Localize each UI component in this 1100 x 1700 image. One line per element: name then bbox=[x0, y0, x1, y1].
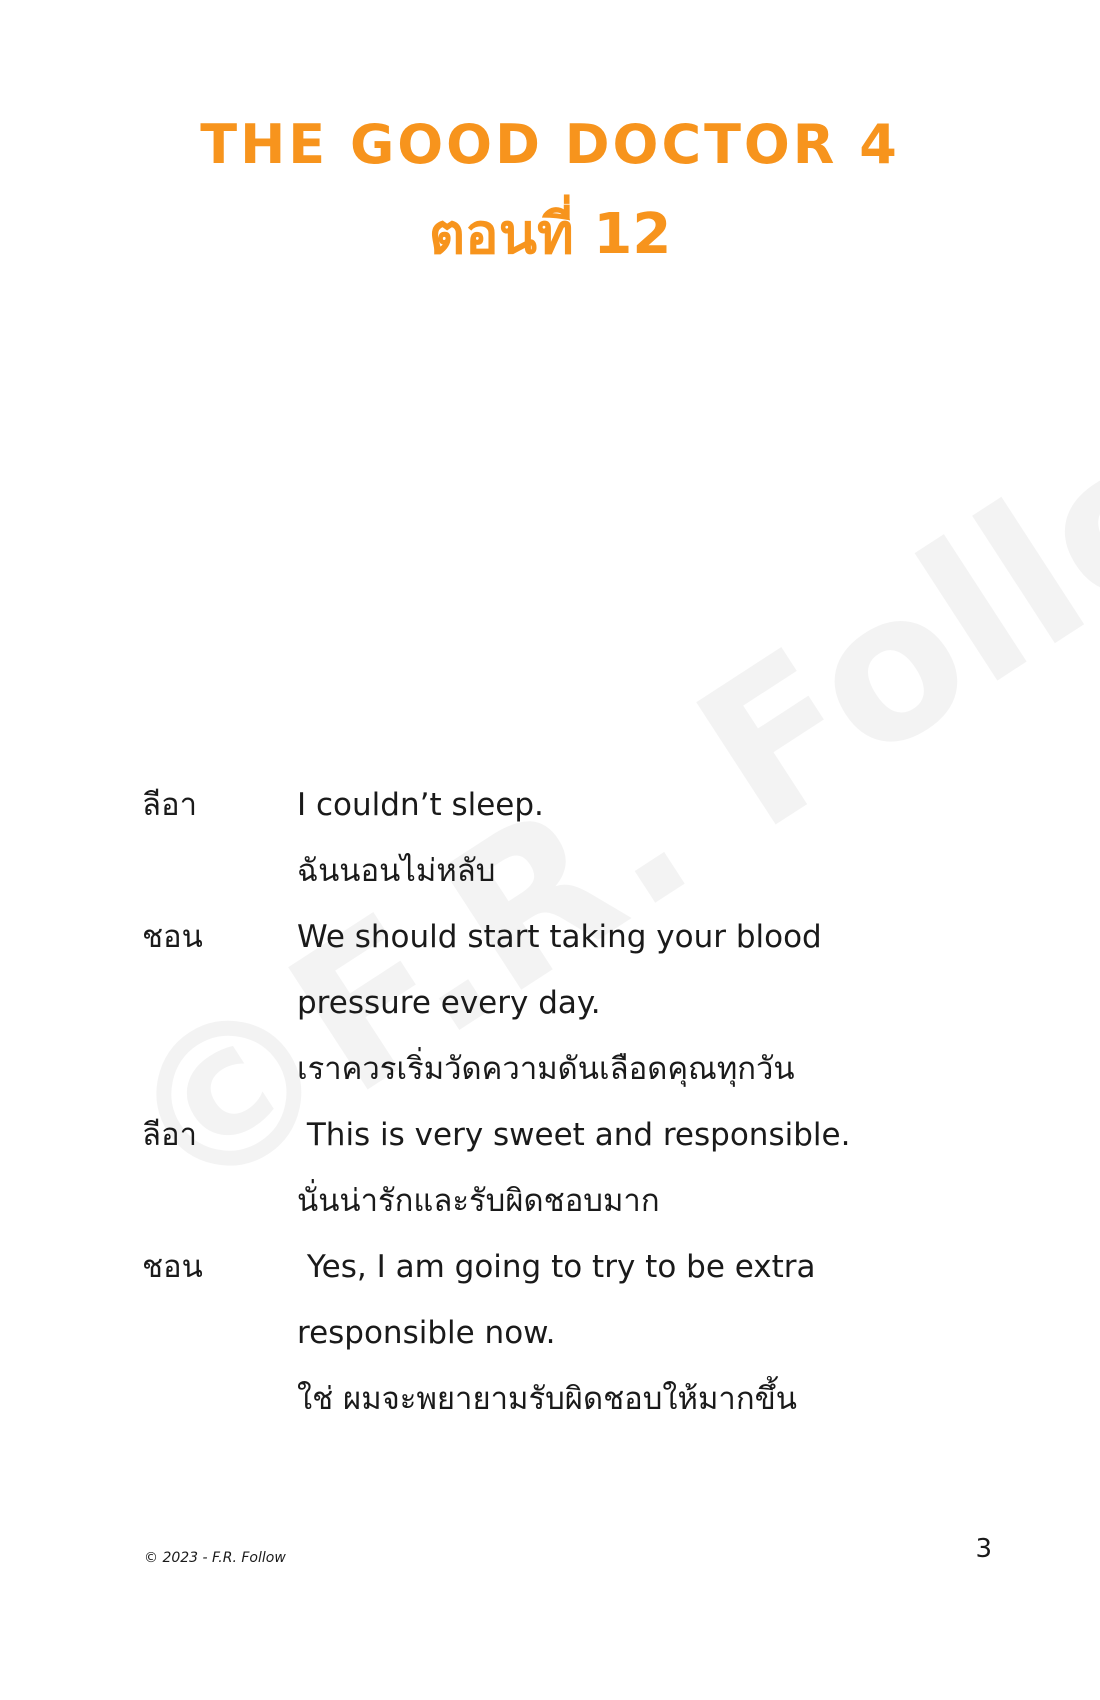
dialogue-lines bbox=[297, 904, 962, 1102]
dialogue-entry bbox=[142, 1102, 962, 1234]
dialogue-lines bbox=[297, 1102, 962, 1234]
speaker-name: ชอน bbox=[142, 1249, 203, 1285]
title-block bbox=[0, 105, 1100, 285]
dialogue-line-english: I couldn’t sleep. bbox=[297, 787, 544, 823]
episode-title: ตอนที่ 12 bbox=[428, 202, 672, 267]
dialogue-line-thai: นั่นน่ารักและรับผิดชอบมาก bbox=[297, 1183, 660, 1219]
dialogue-entry bbox=[142, 904, 962, 1102]
page-title: THE GOOD DOCTOR 4 bbox=[200, 113, 900, 176]
dialogue bbox=[142, 772, 962, 1432]
dialogue-line-english: responsible now. bbox=[297, 1315, 556, 1351]
dialogue-line-english: pressure every day. bbox=[297, 985, 601, 1021]
speaker-name: ลีอา bbox=[142, 787, 198, 823]
speaker-name: ลีอา bbox=[142, 1117, 198, 1153]
dialogue-lines bbox=[297, 772, 962, 904]
dialogue-entry bbox=[142, 1234, 962, 1432]
dialogue-line-thai: ฉันนอนไม่หลับ bbox=[297, 853, 496, 889]
dialogue-line-english: We should start taking your blood bbox=[297, 919, 822, 955]
dialogue-entry bbox=[142, 772, 962, 904]
speaker-name: ชอน bbox=[142, 919, 203, 955]
dialogue-line-english: Yes, I am going to try to be extra bbox=[297, 1249, 816, 1285]
page-number: 3 bbox=[975, 1534, 992, 1564]
dialogue-line-thai: ใช่ ผมจะพยายามรับผิดชอบให้มากขึ้น bbox=[297, 1381, 797, 1417]
copyright-notice: © 2023 - F.R. Follow bbox=[144, 1550, 286, 1566]
dialogue-line-thai: เราควรเริ่มวัดความดันเลือดคุณทุกวัน bbox=[297, 1051, 795, 1087]
dialogue-line-english: This is very sweet and responsible. bbox=[297, 1117, 851, 1153]
dialogue-lines bbox=[297, 1234, 962, 1432]
